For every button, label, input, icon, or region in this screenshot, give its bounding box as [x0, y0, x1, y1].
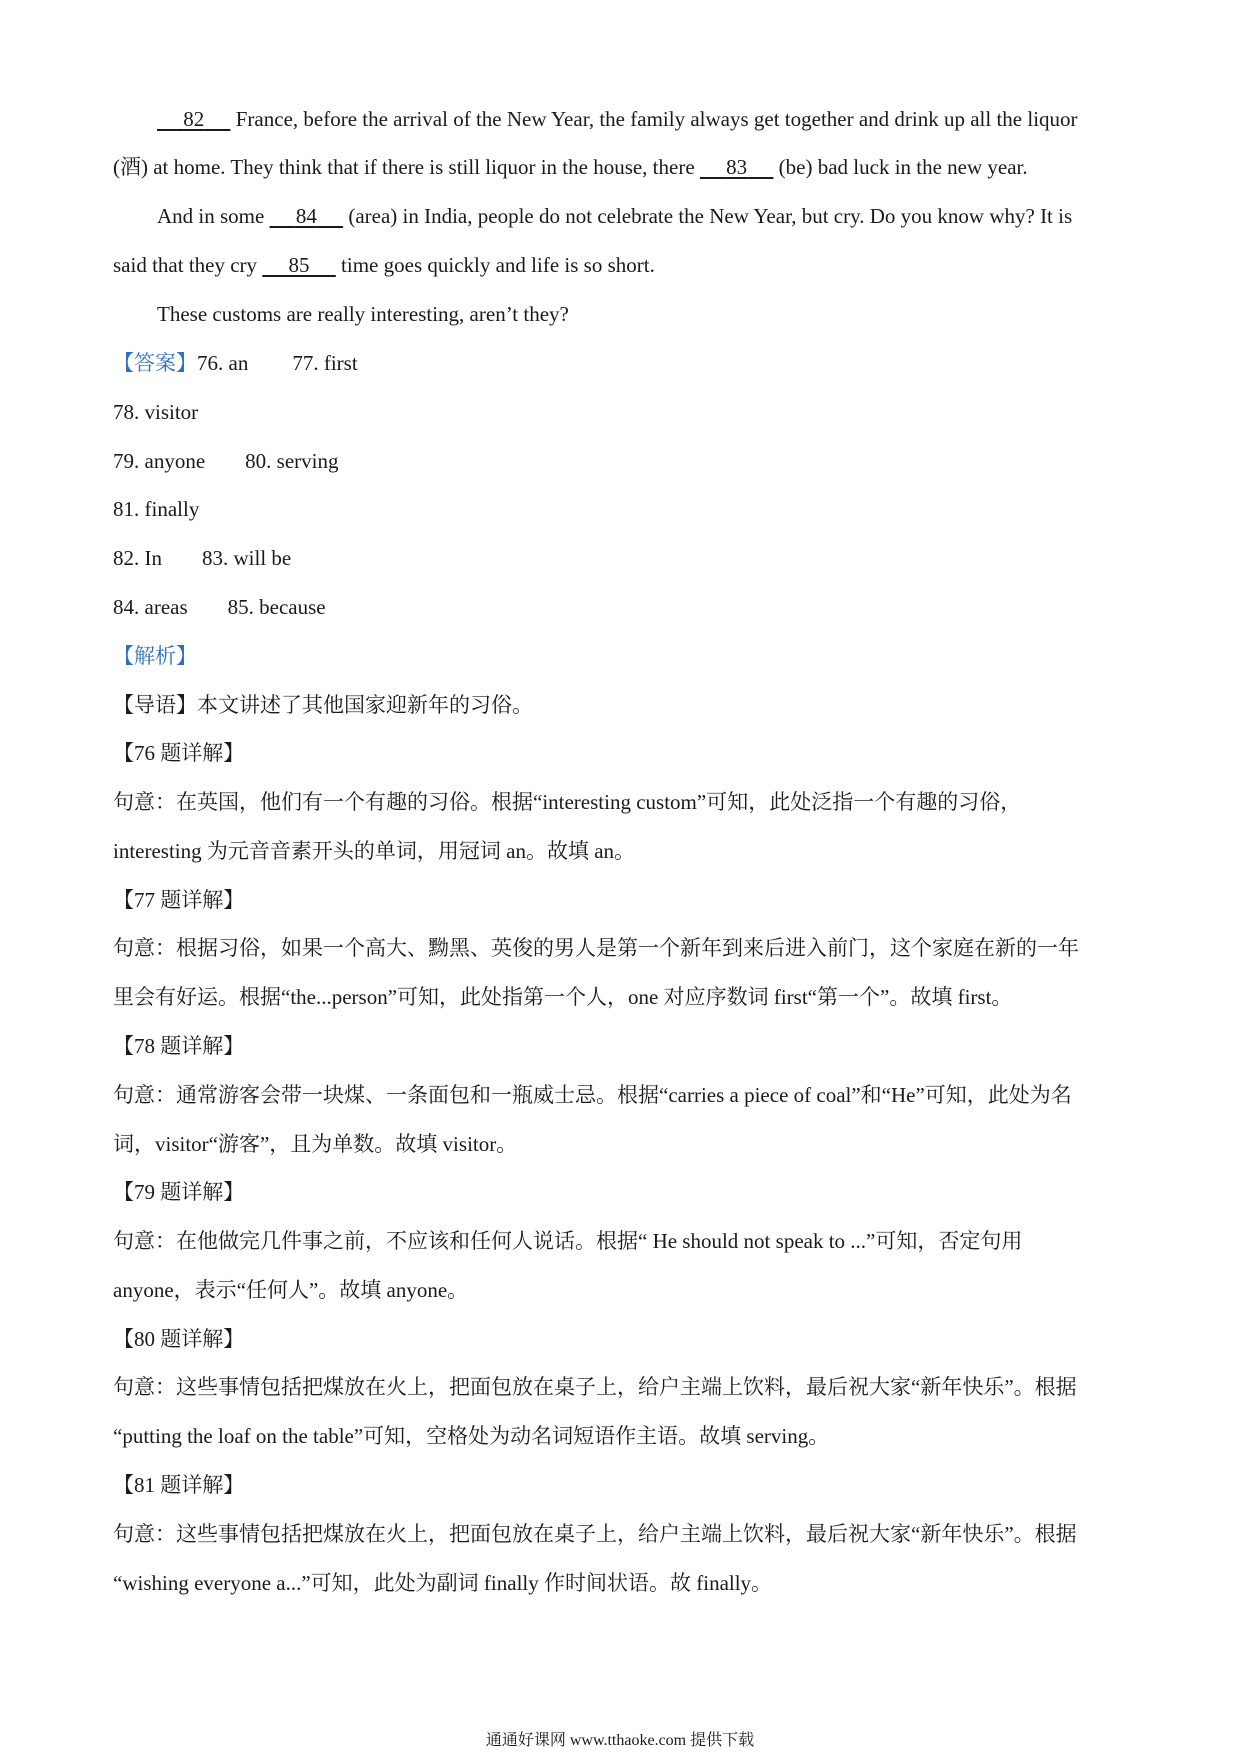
blank-83-number: 83 [726, 155, 748, 179]
answer-82: 82. In [113, 546, 162, 570]
q77-title: 【77 题详解】 [113, 888, 245, 912]
passage-text: said that they cry [113, 253, 263, 277]
blank-85-number: 85 [288, 253, 310, 277]
passage-text: time goes quickly and life is so short. [335, 253, 655, 277]
q80-explanation: “putting the loaf on the table”可知，空格处为动名词短语作主语。故填 serving。 [113, 1424, 830, 1448]
blank-83 [700, 152, 774, 182]
blank-82 [157, 104, 231, 134]
analysis-intro: 【导语】本文讲述了其他国家迎新年的习俗。 [113, 693, 533, 717]
blank-84 [270, 201, 344, 231]
q76-title: 【76 题详解】 [113, 741, 245, 765]
q76-explanation: 句意：在英国，他们有一个有趣的习俗。根据“interesting custom”可知，此处泛指一个有趣的习俗， [113, 790, 1022, 814]
q80-title: 【80 题详解】 [113, 1327, 245, 1351]
passage-line: These customs are really interesting, aren’t they? [157, 302, 569, 326]
blank-85 [262, 250, 336, 280]
answer-78: 78. visitor [113, 400, 199, 424]
q78-explanation: 句意：通常游客会带一块煤、一条面包和一瓶威士忌。根据“carries a piece of coal”和“He”可知，此处为名 [113, 1083, 1072, 1107]
q80-explanation: 句意：这些事情包括把煤放在火上，把面包放在桌子上，给户主端上饮料，最后祝大家“新年快乐”。根据 [113, 1375, 1077, 1399]
q79-explanation: anyone，表示“任何人”。故填 anyone。 [113, 1278, 469, 1302]
q81-title: 【81 题详解】 [113, 1473, 245, 1497]
passage-line [113, 152, 1028, 182]
q79-explanation: 句意：在他做完几件事之前，不应该和任何人说话。根据“ He should not speak to ...”可知，否定句用 [113, 1229, 1023, 1253]
q77-explanation: 句意：根据习俗，如果一个高大、黝黑、英俊的男人是第一个新年到来后进入前门，这个家庭在新的一年 [113, 936, 1079, 960]
answers-line [113, 592, 326, 622]
answer-76: 76. an [197, 351, 249, 375]
q81-explanation: 句意：这些事情包括把煤放在火上，把面包放在桌子上，给户主端上饮料，最后祝大家“新年快乐”。根据 [113, 1522, 1077, 1546]
passage-line [113, 250, 655, 280]
q81-explanation: “wishing everyone a...”可知，此处为副词 finally 作时间状语。故 finally。 [113, 1571, 773, 1595]
blank-84-number: 84 [295, 204, 317, 228]
answer-79: 79. anyone [113, 449, 206, 473]
q77-explanation: 里会有好运。根据“the...person”可知，此处指第一个人，one 对应序数词 first“第一个”。故填 first。 [113, 985, 1013, 1009]
q78-title: 【78 题详解】 [113, 1034, 245, 1058]
answers-line [113, 543, 291, 573]
q79-title: 【79 题详解】 [113, 1180, 245, 1204]
passage-text: (be) bad luck in the new year. [773, 155, 1028, 179]
answers-line [113, 348, 358, 378]
answer-81: 81. finally [113, 497, 200, 521]
passage-text: France, before the arrival of the New Year, the family always get together and drink up all the liquor [230, 107, 1078, 131]
page-footer: 通通好课网 www.tthaoke.com 提供下载 [485, 1732, 755, 1749]
q78-explanation: 词，visitor“游客”，且为单数。故填 visitor。 [113, 1132, 518, 1156]
answers-label: 【答案】 [113, 351, 197, 375]
q76-explanation: interesting 为元音音素开头的单词，用冠词 an。故填 an。 [113, 839, 636, 863]
passage-text: (area) in India, people do not celebrate the New Year, but cry. Do you know why? It is [343, 204, 1073, 228]
blank-82-number: 82 [183, 107, 205, 131]
analysis-label: 【解析】 [113, 644, 197, 668]
answer-85: 85. because [227, 595, 326, 619]
answer-80: 80. serving [245, 449, 339, 473]
passage-line [157, 201, 1072, 231]
passage-text: (酒) at home. They think that if there is still liquor in the house, there [113, 155, 700, 179]
answer-77: 77. first [292, 351, 358, 375]
passage-text: And in some [157, 204, 270, 228]
answer-84: 84. areas [113, 595, 188, 619]
answers-line [113, 446, 338, 476]
passage-line [157, 104, 1078, 134]
answer-83: 83. will be [202, 546, 292, 570]
